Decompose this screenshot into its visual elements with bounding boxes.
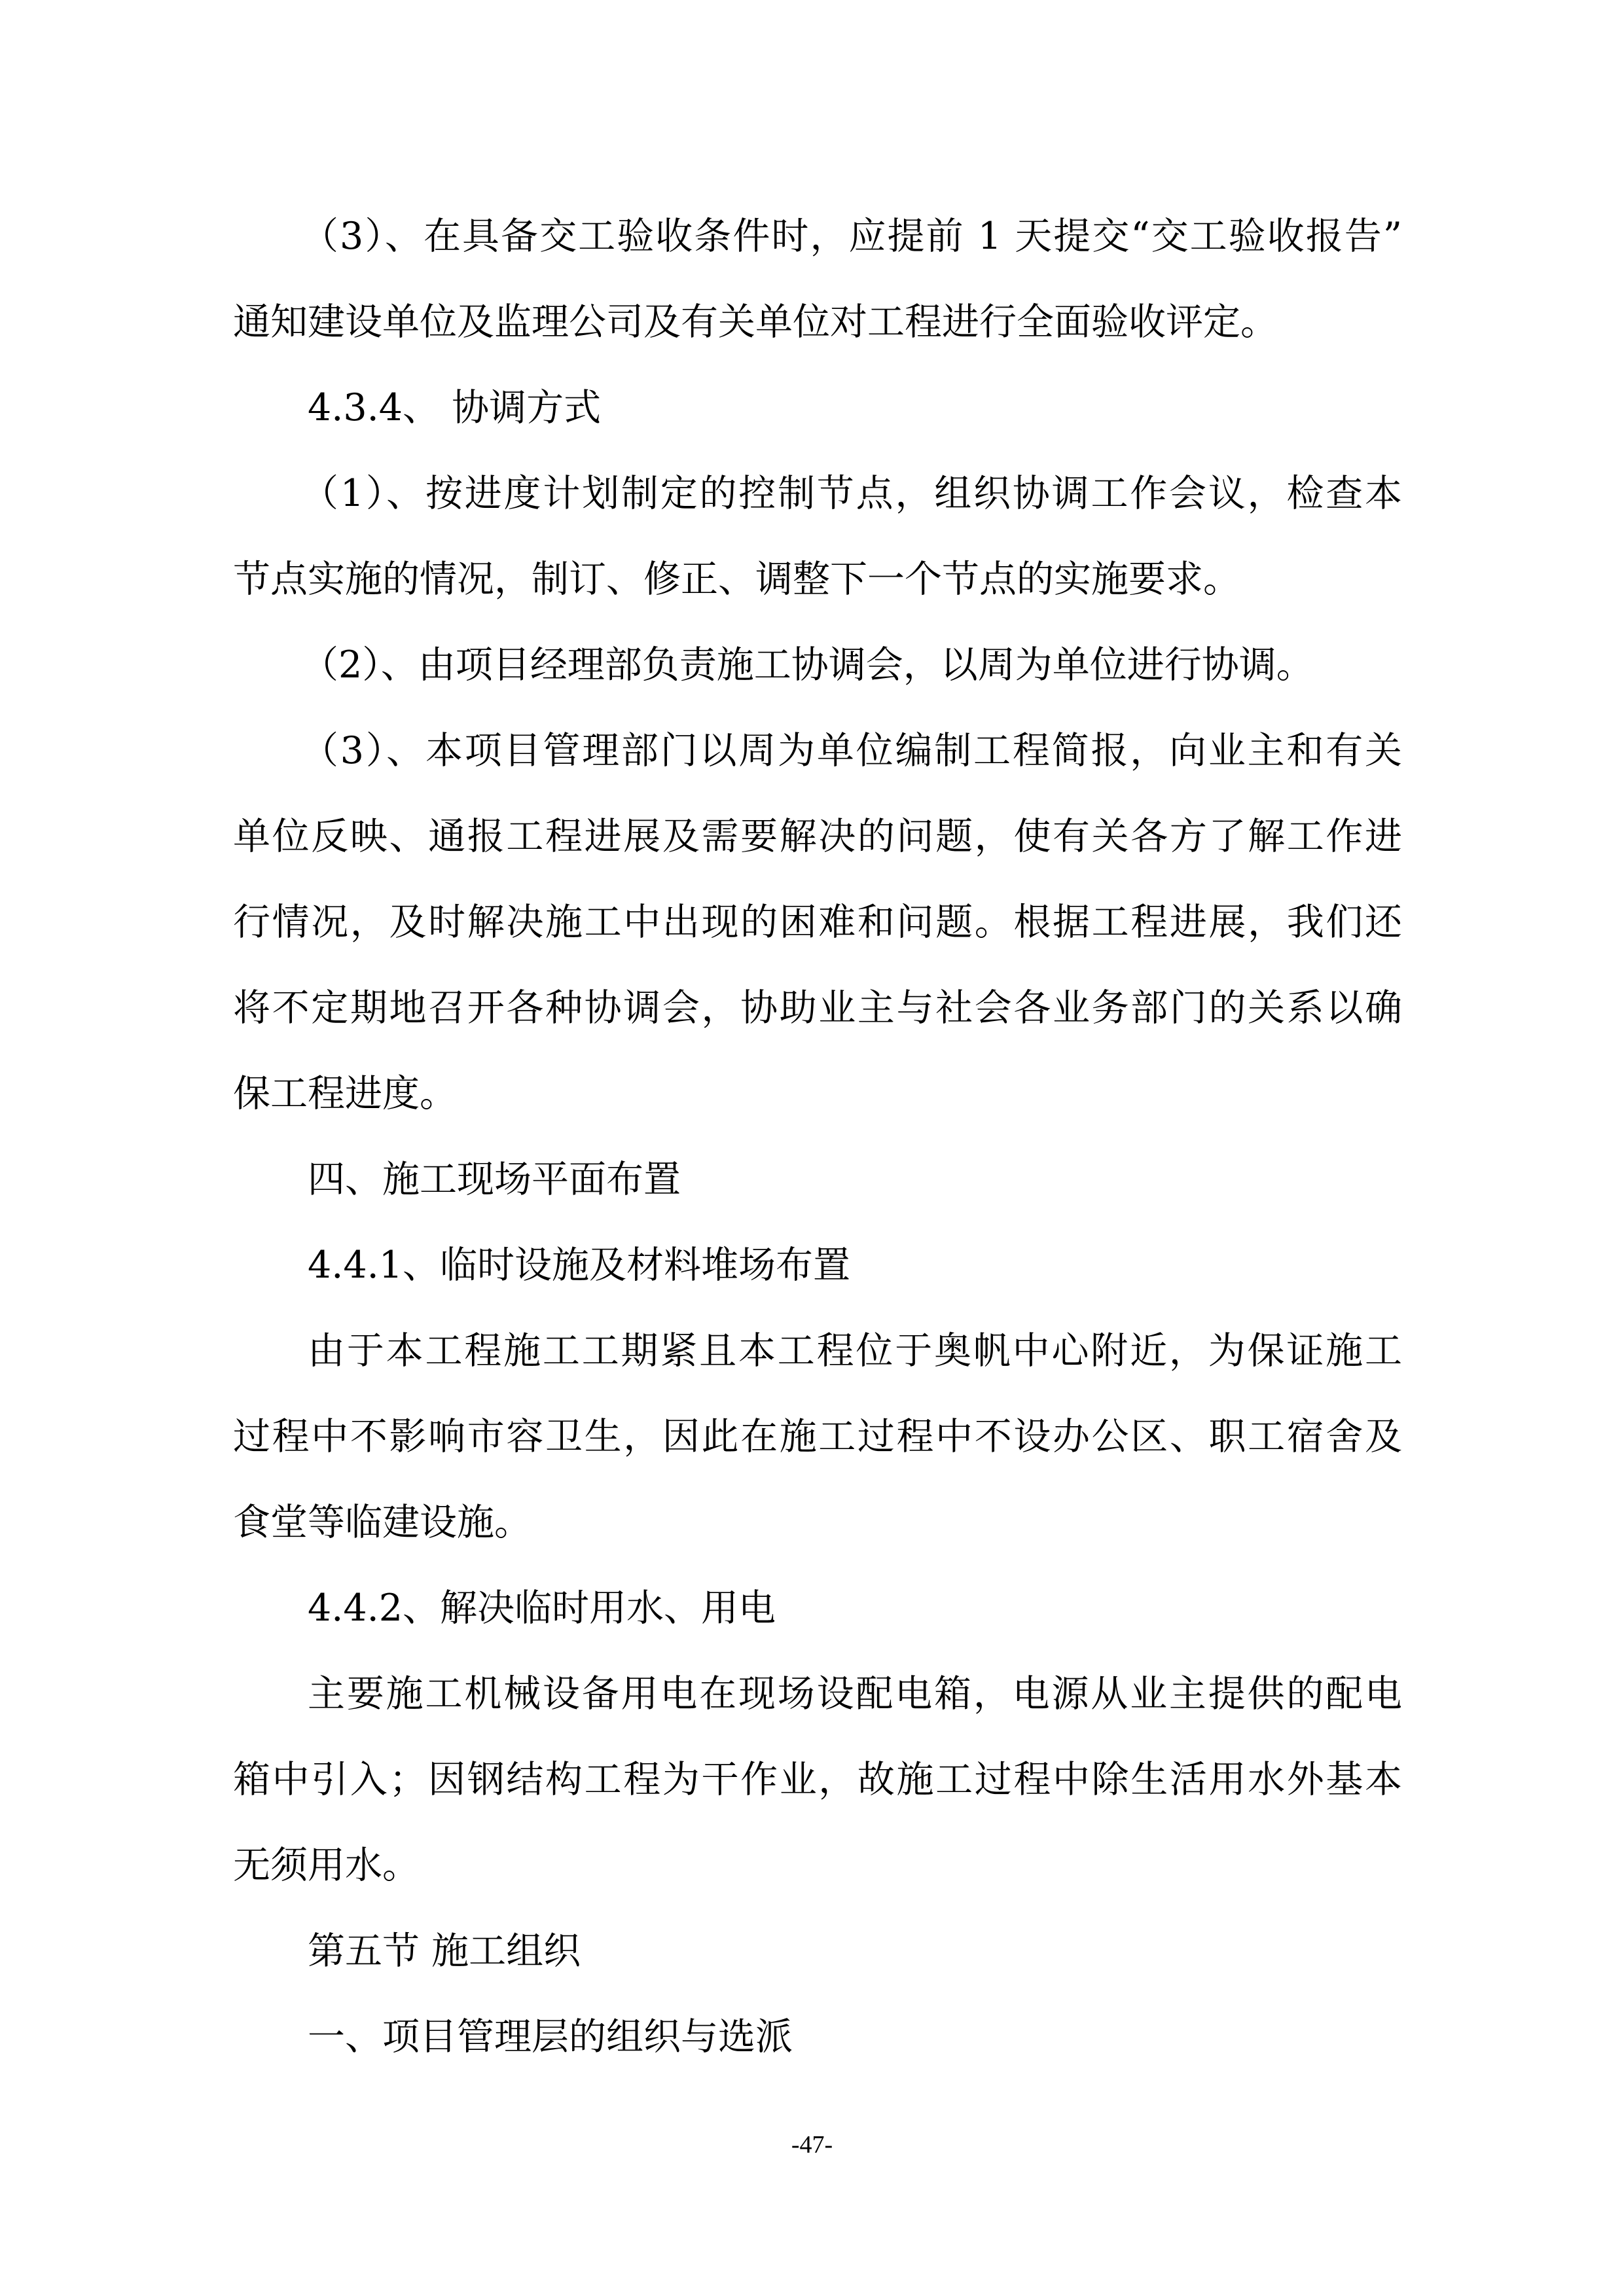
text-line: 食堂等临建设施。	[233, 1501, 532, 1544]
paragraph	[233, 451, 1402, 622]
text-line: 4.4.2、解决临时用水、用电	[308, 1587, 776, 1630]
text-line: 节点实施的情况，制订、修正、调整下一个节点的实施要求。	[233, 558, 1240, 601]
text-line: 将不定期地召开各种协调会，协助业主与社会各业务部门的关系以确	[233, 986, 1402, 1030]
text-line: 4.3.4、 协调方式	[308, 386, 602, 429]
text-line: 一、项目管理层的组织与选派	[308, 2015, 793, 2058]
text-line: 主要施工机械设备用电在现场设配电箱，电源从业主提供的配电	[308, 1672, 1402, 1715]
text-line: 由于本工程施工工期紧且本工程位于奥帆中心附近，为保证施工	[308, 1329, 1402, 1372]
page-number: -47-	[791, 2131, 833, 2159]
text-line: 4.4.1、临时设施及材料堆场布置	[308, 1244, 851, 1287]
paragraph	[233, 1566, 1402, 1651]
text-line: 保工程进度。	[233, 1072, 457, 1115]
paragraph	[233, 1651, 1402, 1909]
text-line: 通知建设单位及监理公司及有关单位对工程进行全面验收评定。	[233, 300, 1278, 344]
paragraph	[233, 622, 1402, 708]
text-line: 行情况，及时解决施工中出现的困难和问题。根据工程进展，我们还	[233, 901, 1402, 944]
text-line: 过程中不影响市容卫生，因此在施工过程中不设办公区、职工宿舍及	[233, 1415, 1402, 1458]
paragraph	[233, 194, 1402, 365]
paragraph	[233, 1223, 1402, 1308]
document-body	[233, 194, 1402, 2080]
paragraph	[233, 1308, 1402, 1566]
text-line: 无须用水。	[233, 1844, 420, 1887]
text-line: 第五节 施工组织	[308, 1929, 581, 1973]
paragraph	[233, 1137, 1402, 1223]
paragraph	[233, 1909, 1402, 1994]
text-line: 单位反映、通报工程进展及需要解决的问题，使有关各方了解工作进	[233, 815, 1402, 858]
text-line: （3）、在具备交工验收条件时，应提前 1 天提交“交工验收报告”	[301, 215, 1402, 258]
paragraph	[233, 1994, 1402, 2080]
text-line: （3）、本项目管理部门以周为单位编制工程简报，向业主和有关	[301, 729, 1402, 772]
text-line: 箱中引入；因钢结构工程为干作业，故施工过程中除生活用水外基本	[233, 1758, 1402, 1801]
paragraph	[233, 365, 1402, 451]
text-line: （2）、由项目经理部负责施工协调会，以周为单位进行协调。	[301, 643, 1314, 687]
text-line: （1）、按进度计划制定的控制节点，组织协调工作会议，检查本	[301, 472, 1402, 515]
text-line: 四、施工现场平面布置	[308, 1158, 681, 1201]
paragraph	[233, 708, 1402, 1137]
